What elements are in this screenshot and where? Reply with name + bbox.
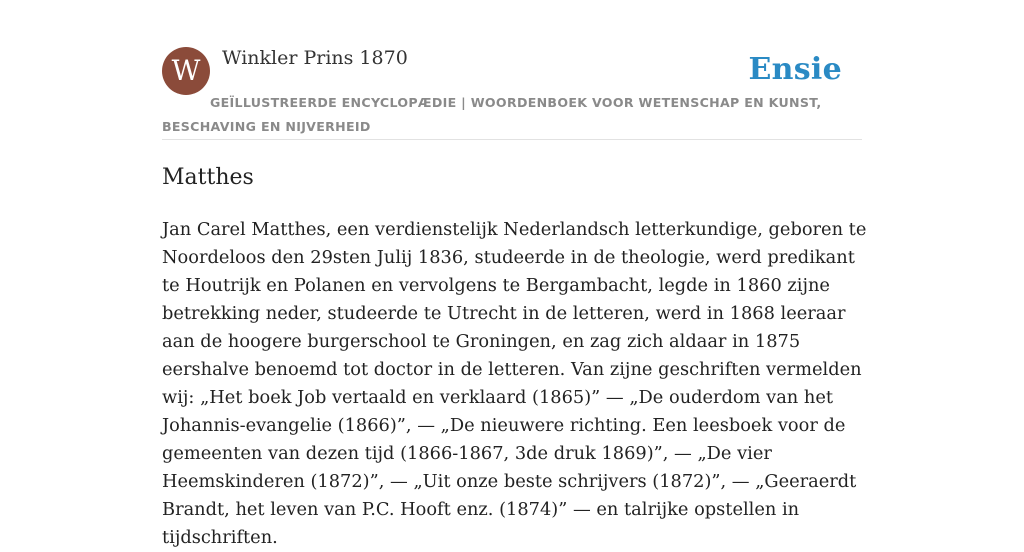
- source-title-link[interactable]: Winkler Prins 1870: [222, 47, 408, 69]
- source-avatar[interactable]: W: [162, 47, 210, 95]
- source-subtitle: GEÏLLUSTREERDE ENCYCLOPÆDIE | WOORDENBOEK VOOR WETENSCHAP EN KUNST, BESCHAVING EN NIJVERHEID: [162, 95, 822, 134]
- article-title: Matthes: [162, 165, 254, 190]
- article-body: Jan Carel Matthes, een verdienstelijk Nederlandsch letterkundige, geboren te Noordeloos den 29sten Julij 1836, studeerde in de theologie, werd predikant te Houtrijk en Polanen en vervolgens te Bergambacht, legde in 1860 zijne betrekking neder, studeerde te Utrecht in de letteren, werd in 1868 leeraar aan de hoogere burgerschool te Groningen, en zag zich aldaar in 1875 eershalve benoemd tot doctor in de letteren. Van zijne geschriften vermelden wij: „Het boek Job vertaald en verklaard (1865)” — „De ouderdom van het Johannis-evangelie (1866)”, — „De nieuwere richting. Een leesboek voor de gemeenten van dezen tijd (1866-1867, 3de druk 1869)”, — „De vier Heemskinderen (1872)”, — „Uit onze beste schrijvers (1872)”, — „Geeraerdt Brandt, het leven van P.C. Hooft enz. (1874)” — en talrijke opstellen in tijdschriften.: [162, 219, 867, 548]
- header-divider: [162, 139, 862, 140]
- ensie-logo[interactable]: Ensie: [748, 52, 842, 87]
